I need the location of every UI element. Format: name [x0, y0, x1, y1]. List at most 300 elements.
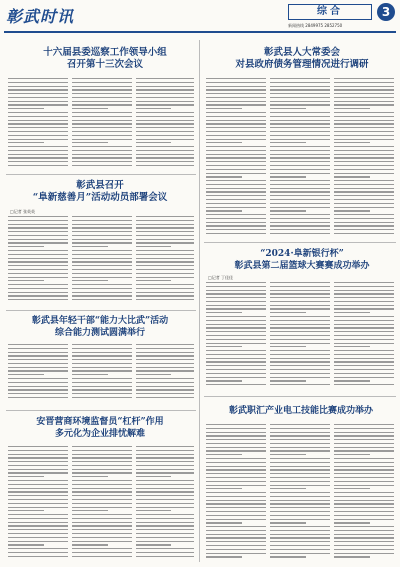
text-line: [136, 288, 194, 289]
text-line: [72, 78, 132, 79]
text-line: [136, 242, 194, 243]
text-line: [270, 184, 330, 185]
text-line: [206, 492, 266, 493]
text-line: [8, 142, 44, 143]
text-line: [270, 308, 330, 309]
text-line: [334, 169, 394, 170]
text-line: [270, 161, 330, 162]
text-line: [8, 224, 68, 225]
text-line: [270, 214, 330, 215]
text-line: [136, 348, 194, 349]
article-body: [8, 78, 68, 170]
text-line: [206, 233, 266, 234]
text-line: [334, 534, 394, 535]
text-line: [136, 393, 194, 394]
article-body: [72, 78, 132, 170]
text-line: [334, 473, 394, 474]
text-line: [8, 352, 68, 353]
text-line: [8, 382, 68, 383]
text-line: [206, 428, 266, 429]
text-line: [72, 82, 132, 83]
text-line: [72, 397, 132, 398]
text-line: [206, 108, 242, 109]
text-line: [270, 492, 330, 493]
text-line: [334, 369, 394, 370]
text-line: [270, 218, 330, 219]
headline-line: 安晋营商环境监督员“杠杆”作用: [36, 417, 164, 427]
text-line: [334, 515, 394, 516]
text-line: [8, 277, 68, 278]
article-body: [334, 78, 394, 238]
text-line: [206, 229, 266, 230]
text-line: [334, 305, 394, 306]
text-line: [270, 549, 330, 550]
text-line: [334, 154, 394, 155]
text-line: [206, 120, 266, 121]
article-headline: [20, 416, 180, 440]
text-line: [270, 346, 306, 347]
text-line: [72, 367, 132, 368]
text-line: [334, 282, 394, 283]
article-divider: [6, 174, 196, 175]
text-line: [8, 378, 68, 379]
text-line: [72, 480, 132, 481]
text-line: [334, 222, 394, 223]
text-line: [206, 101, 266, 102]
text-line: [334, 233, 394, 234]
text-line: [206, 165, 266, 166]
article-divider: [6, 410, 196, 411]
text-line: [206, 507, 266, 508]
text-line: [136, 488, 194, 489]
text-line: [270, 169, 330, 170]
text-line: [270, 488, 306, 489]
text-line: [72, 359, 132, 360]
headline-line: 对县政府债务管理情况进行调研: [235, 59, 369, 70]
text-line: [334, 350, 394, 351]
text-line: [270, 207, 330, 208]
text-line: [136, 97, 194, 98]
text-line: [72, 374, 108, 375]
text-line: [334, 522, 370, 523]
text-line: [72, 382, 132, 383]
text-line: [72, 254, 132, 255]
text-line: [206, 380, 242, 381]
text-line: [270, 173, 330, 174]
text-line: [136, 370, 194, 371]
text-line: [334, 447, 394, 448]
text-line: [270, 305, 330, 306]
text-line: [206, 339, 266, 340]
text-line: [206, 515, 266, 516]
article-headline: [12, 315, 188, 339]
text-line: [72, 224, 132, 225]
text-line: [270, 154, 330, 155]
text-line: [334, 507, 394, 508]
text-line: [136, 131, 194, 132]
text-line: [334, 188, 394, 189]
text-line: [136, 120, 194, 121]
text-line: [72, 472, 132, 473]
text-line: [334, 184, 394, 185]
text-line: [334, 462, 394, 463]
text-line: [136, 258, 194, 259]
text-line: [270, 373, 330, 374]
text-line: [206, 545, 266, 546]
text-line: [136, 150, 194, 151]
text-line: [8, 495, 68, 496]
text-line: [72, 454, 132, 455]
text-line: [206, 496, 266, 497]
text-line: [334, 343, 394, 344]
text-line: [136, 507, 194, 508]
headline-line: 综合能力测试圆满举行: [54, 328, 145, 338]
text-line: [72, 261, 132, 262]
text-line: [72, 258, 132, 259]
text-line: [72, 104, 132, 105]
text-line: [334, 443, 394, 444]
headline-line: “阜新慈善月”活动动员部署会议: [32, 192, 168, 203]
text-line: [334, 101, 394, 102]
text-line: [72, 446, 132, 447]
text-line: [206, 195, 266, 196]
text-line: [206, 526, 266, 527]
text-line: [206, 354, 266, 355]
text-line: [334, 82, 394, 83]
text-line: [270, 282, 330, 283]
text-line: [136, 231, 194, 232]
text-line: [72, 86, 132, 87]
text-line: [8, 461, 68, 462]
text-line: [8, 139, 68, 140]
text-line: [334, 312, 370, 313]
text-line: [72, 552, 132, 553]
text-line: [136, 495, 194, 496]
text-line: [206, 462, 266, 463]
text-line: [206, 485, 266, 486]
text-line: [206, 466, 266, 467]
text-line: [206, 184, 266, 185]
text-line: [72, 469, 132, 470]
text-line: [136, 378, 194, 379]
text-line: [334, 496, 394, 497]
text-line: [72, 465, 132, 466]
text-line: [72, 277, 132, 278]
text-line: [334, 361, 394, 362]
text-line: [72, 544, 108, 545]
text-line: [8, 544, 44, 545]
text-line: [72, 476, 108, 477]
text-line: [72, 135, 132, 136]
text-line: [8, 97, 68, 98]
text-line: [72, 161, 132, 162]
text-line: [206, 534, 266, 535]
text-line: [270, 339, 330, 340]
text-line: [72, 510, 108, 511]
text-line: [334, 142, 370, 143]
text-line: [72, 488, 132, 489]
text-line: [72, 348, 132, 349]
text-line: [334, 481, 394, 482]
text-line: [8, 510, 44, 511]
text-line: [8, 82, 68, 83]
text-line: [270, 424, 330, 425]
text-line: [72, 533, 132, 534]
text-line: [206, 549, 266, 550]
text-line: [72, 556, 132, 557]
text-line: [334, 293, 394, 294]
text-line: [72, 393, 132, 394]
text-line: [8, 533, 68, 534]
text-line: [8, 518, 68, 519]
text-line: [136, 165, 194, 166]
text-line: [270, 519, 330, 520]
text-line: [334, 458, 394, 459]
text-line: [8, 446, 68, 447]
text-line: [334, 290, 394, 291]
column-divider: [199, 40, 200, 562]
text-line: [8, 503, 68, 504]
text-line: [206, 450, 266, 451]
article-body: [136, 216, 194, 306]
text-line: [270, 82, 330, 83]
text-line: [72, 292, 132, 293]
text-line: [136, 529, 194, 530]
text-line: [72, 154, 132, 155]
text-line: [72, 288, 132, 289]
text-line: [8, 239, 68, 240]
text-line: [270, 157, 330, 158]
text-line: [72, 165, 132, 166]
text-line: [270, 500, 330, 501]
text-line: [206, 556, 242, 557]
text-line: [334, 511, 394, 512]
text-line: [72, 239, 132, 240]
text-line: [270, 435, 330, 436]
text-line: [72, 537, 132, 538]
text-line: [206, 93, 266, 94]
text-line: [8, 227, 68, 228]
article-body: [334, 282, 394, 392]
text-line: [270, 545, 330, 546]
text-line: [72, 529, 132, 530]
article-body: [136, 446, 194, 562]
text-line: [270, 343, 330, 344]
text-line: [270, 377, 330, 378]
text-line: [206, 481, 266, 482]
text-line: [334, 120, 394, 121]
text-line: [270, 556, 306, 557]
text-line: [206, 210, 242, 211]
article-body: [270, 78, 330, 238]
text-line: [8, 104, 68, 105]
text-line: [8, 292, 68, 293]
text-line: [206, 123, 266, 124]
text-line: [270, 439, 330, 440]
text-line: [72, 97, 132, 98]
text-line: [334, 454, 370, 455]
text-line: [270, 320, 330, 321]
text-line: [8, 541, 68, 542]
text-line: [270, 428, 330, 429]
article-headline: [206, 405, 396, 417]
text-line: [206, 469, 266, 470]
text-line: [136, 112, 194, 113]
text-line: [270, 225, 330, 226]
text-line: [206, 78, 266, 79]
text-line: [136, 389, 194, 390]
text-line: [206, 511, 266, 512]
text-line: [270, 443, 330, 444]
text-line: [270, 358, 330, 359]
text-line: [8, 157, 68, 158]
article-body: [206, 282, 266, 392]
text-line: [206, 139, 266, 140]
masthead: [0, 0, 400, 34]
text-line: [334, 537, 394, 538]
text-line: [136, 457, 194, 458]
text-line: [136, 476, 171, 477]
text-line: [334, 324, 394, 325]
text-line: [270, 101, 330, 102]
text-line: [334, 157, 394, 158]
text-line: [270, 473, 330, 474]
text-line: [334, 549, 394, 550]
text-line: [72, 127, 132, 128]
text-line: [136, 161, 194, 162]
text-line: [270, 450, 330, 451]
text-line: [8, 359, 68, 360]
text-line: [270, 354, 330, 355]
article-divider: [6, 310, 196, 311]
text-line: [8, 393, 68, 394]
text-line: [334, 541, 394, 542]
text-line: [334, 488, 370, 489]
article-byline: □记者 张英英: [10, 209, 36, 214]
text-line: [136, 367, 194, 368]
text-line: [8, 548, 68, 549]
text-line: [334, 297, 394, 298]
text-line: [270, 458, 330, 459]
text-line: [270, 131, 330, 132]
headline-line: 十六届县委巡察工作领导小组: [43, 47, 167, 58]
text-line: [334, 161, 394, 162]
article-headline: [212, 47, 392, 71]
text-line: [334, 503, 394, 504]
text-line: [72, 265, 132, 266]
text-line: [334, 214, 394, 215]
text-line: [206, 188, 266, 189]
text-line: [206, 127, 266, 128]
text-line: [72, 284, 132, 285]
text-line: [136, 446, 194, 447]
text-line: [270, 78, 330, 79]
newspaper-logo: 彰武时讯: [6, 7, 75, 26]
text-line: [206, 176, 242, 177]
text-line: [136, 78, 194, 79]
text-line: [270, 496, 330, 497]
text-line: [270, 369, 330, 370]
text-line: [8, 154, 68, 155]
text-line: [8, 450, 68, 451]
text-line: [206, 86, 266, 87]
article-body: [8, 216, 68, 306]
text-line: [334, 354, 394, 355]
text-line: [206, 327, 266, 328]
text-line: [334, 553, 394, 554]
text-line: [8, 476, 44, 477]
text-line: [72, 112, 132, 113]
text-line: [72, 389, 132, 390]
headline-line: 彰武县召开: [76, 180, 124, 191]
text-line: [334, 207, 394, 208]
text-line: [206, 173, 266, 174]
text-line: [334, 93, 394, 94]
article-body: [72, 446, 132, 562]
text-line: [136, 461, 194, 462]
text-line: [334, 316, 394, 317]
text-line: [270, 86, 330, 87]
text-line: [8, 146, 68, 147]
text-line: [136, 235, 194, 236]
masthead-rule: [4, 31, 396, 33]
text-line: [334, 346, 370, 347]
text-line: [72, 116, 132, 117]
text-line: [8, 235, 68, 236]
text-line: [334, 218, 394, 219]
text-line: [334, 556, 370, 557]
article-body: [334, 424, 394, 562]
text-line: [136, 386, 194, 387]
text-line: [72, 518, 132, 519]
text-line: [136, 86, 194, 87]
text-line: [72, 150, 132, 151]
article-body: [206, 78, 266, 238]
text-line: [136, 541, 194, 542]
text-line: [334, 492, 394, 493]
text-line: [206, 316, 266, 317]
hotline-text: 新闻热线 2849975 2852750: [288, 23, 343, 28]
text-line: [136, 556, 194, 557]
text-line: [206, 150, 266, 151]
text-line: [8, 469, 68, 470]
text-line: [334, 331, 394, 332]
text-line: [270, 447, 330, 448]
text-line: [206, 207, 266, 208]
text-line: [8, 370, 68, 371]
text-line: [8, 374, 44, 375]
text-line: [8, 123, 68, 124]
text-line: [136, 246, 171, 247]
text-line: [334, 365, 394, 366]
text-line: [72, 235, 132, 236]
text-line: [8, 108, 44, 109]
text-line: [206, 180, 266, 181]
text-line: [136, 299, 194, 300]
text-line: [136, 265, 194, 266]
text-line: [136, 548, 194, 549]
text-line: [206, 131, 266, 132]
text-line: [270, 553, 330, 554]
text-line: [270, 290, 330, 291]
text-line: [206, 290, 266, 291]
text-line: [206, 301, 266, 302]
text-line: [136, 101, 194, 102]
headline-line: 彰武职汇产业电工技能比赛成功举办: [228, 406, 373, 416]
text-line: [8, 465, 68, 466]
text-line: [334, 335, 394, 336]
text-line: [334, 377, 394, 378]
